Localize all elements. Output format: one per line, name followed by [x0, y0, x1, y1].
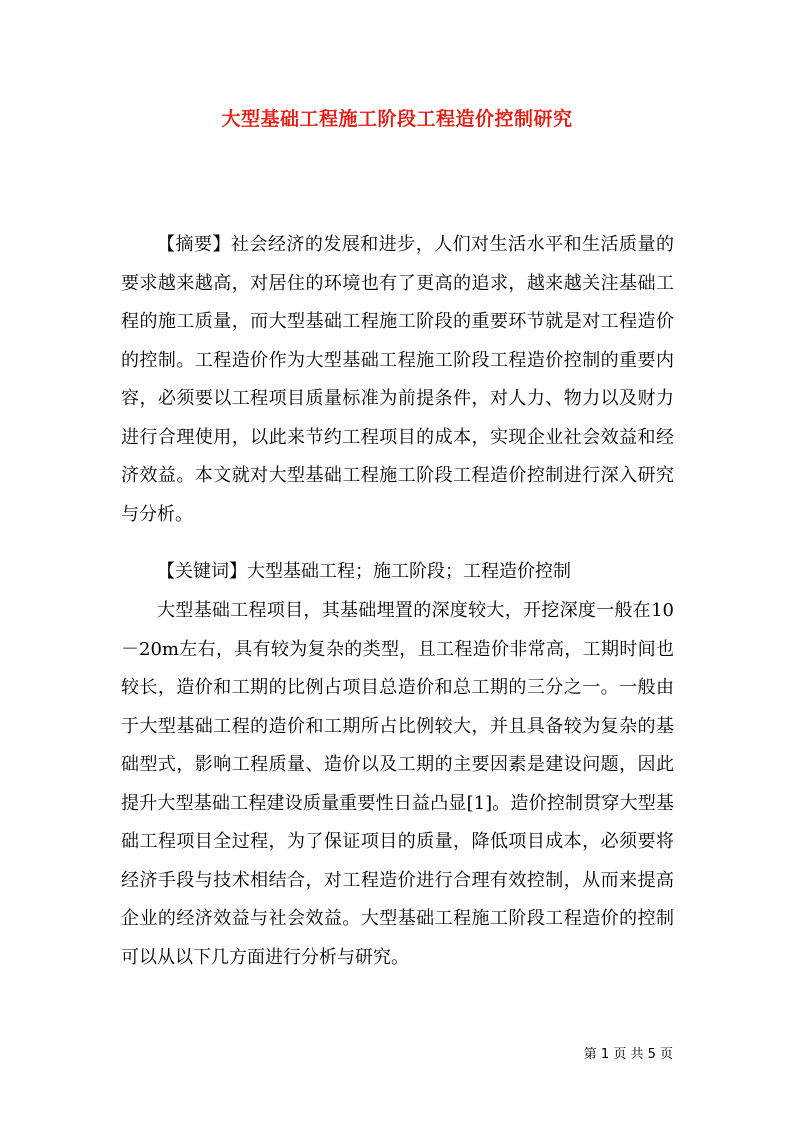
intro-paragraph: 大型基础工程项目，其基础埋置的深度较大，开挖深度一般在10－20m左右，具有较为复杂的类型，且工程造价非常高，工期时间也较长，造价和工期的比例占项目总造价和总工期的三分之一。一般由于大型基础工程的造价和工期所占比例较大，并且具备较为复杂的基础型式，影响工程质量、造价以及工期的主要因素是建设问题，因此提升大型基础工程建设质量重要性日益凸显[1]。造价控制贯穿大型基础工程项目全过程，为了保证项目的质量，降低项目成本，必须要将经济手段与技术相结合，对工程造价进行合理有效控制，从而来提高企业的经济效益与社会效益。大型基础工程施工阶段工程造价的控制可以从以下几方面进行分析与研究。 [121, 600, 674, 968]
intro-section [121, 592, 674, 977]
keywords-section [121, 553, 674, 592]
keywords-paragraph: 【关键词】大型基础工程；施工阶段；工程造价控制 [157, 561, 571, 582]
page-footer: 第 1 页 共 5 页 [583, 1047, 673, 1062]
document-title: 大型基础工程施工阶段工程造价控制研究 [221, 108, 573, 130]
abstract-section [121, 226, 674, 534]
abstract-paragraph: 【摘要】社会经济的发展和进步，人们对生活水平和生活质量的要求越来越高，对居住的环境也有了更高的追求，越来越关注基础工程的施工质量，而大型基础工程施工阶段的重要环节就是对工程造价的控制。工程造价作为大型基础工程施工阶段工程造价控制的重要内容，必须要以工程项目质量标准为前提条件，对人力、物力以及财力进行合理使用，以此来节约工程项目的成本，实现企业社会效益和经济效益。本文就对大型基础工程施工阶段工程造价控制进行深入研究与分析。 [121, 234, 674, 525]
